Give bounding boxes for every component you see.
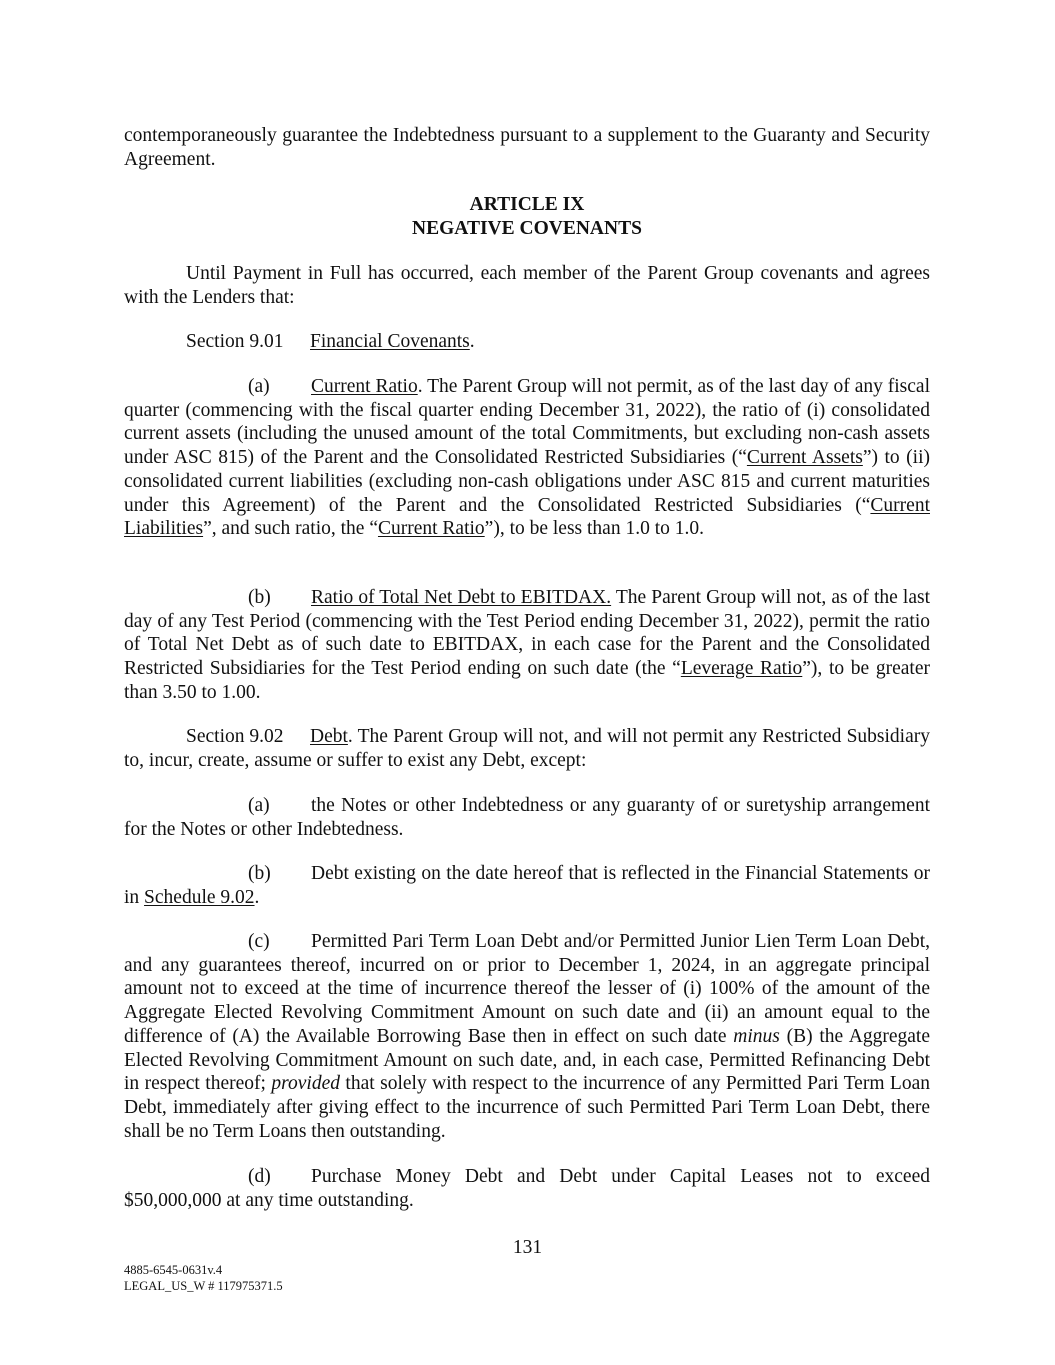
paragraph-label: (a) bbox=[248, 376, 270, 397]
defined-term: Current Liabilities bbox=[124, 494, 930, 540]
continuation-paragraph bbox=[124, 124, 930, 171]
paragraph-label: (a) bbox=[248, 795, 270, 816]
paragraph-label: (c) bbox=[248, 931, 270, 952]
paragraph-9-01-a: (a) Current Ratio. The Parent Group will not permit, as of the last day of any fiscal quarter (commencing with the fiscal quarter ending December 31, 2022), the ratio of (i) consolidated current assets (including the unused amount of the total Commitments, but excluding non-cash assets under ASC 815) of the Parent and the Consolidated Restricted Subsidiaries (“Current Assets”) to (ii) consolidated current liabilities (excluding non-cash obligations under ASC 815 and current maturities under this Agreement) of the Parent and the Consolidated Restricted Subsidiaries (“Current Liabilities”, and such ratio, the “Current Ratio”), to be less than 1.0 to 1.0. bbox=[124, 376, 930, 540]
footer-doc-id: 4885-6545-0631v.4 bbox=[124, 1263, 223, 1277]
italic-term: minus bbox=[733, 1025, 780, 1047]
article-heading bbox=[124, 193, 930, 240]
section-number: Section 9.01 bbox=[186, 331, 284, 352]
page-number: 131 bbox=[512, 1237, 543, 1258]
section-9-02-paragraph: Section 9.02 Debt. The Parent Group will not, and will not permit any Restricted Subsidiary to, incur, create, assume or suffer to exist any Debt, except: bbox=[124, 726, 930, 771]
paragraph-9-01-b: (b) Ratio of Total Net Debt to EBITDAX. The Parent Group will not, as of the last day of any Test Period (commencing with the Test Period ending December 31, 2022), permit the ratio of Total Net Debt as of such date to EBITDAX, in each case for the Parent and the Consolidated Restricted Subsidiaries for the Test Period ending on such date (the “Leverage Ratio”), to be greater than 3.50 to 1.00. bbox=[124, 587, 931, 703]
paragraph-9-02-c: (c) Permitted Pari Term Loan Debt and/or Permitted Junior Lien Term Loan Debt, and any guarantees thereof, incurred on or prior to December 1, 2024, in an aggregate principal amount not to exceed at the time of incurrence thereof the lesser of (i) 100% of the amount of the Aggregate Elected Revolving Commitment Amount on such date and (ii) an amount equal to the difference of (A) the Available Borrowing Base then in effect on such date minus (B) the Aggregate Elected Revolving Commitment Amount on such date, and, in each case, Permitted Refinancing Debt in respect thereof; provided that solely with respect to the incurrence of any Permitted Pari Term Loan Debt, immediately after giving effect to the incurrence of such Permitted Pari Term Loan Debt, there shall be no Term Loans then outstanding. bbox=[124, 931, 930, 1142]
document-footer bbox=[124, 1262, 283, 1294]
paragraph-label: (d) bbox=[248, 1166, 271, 1187]
paragraph-heading: Current Ratio bbox=[311, 376, 418, 397]
defined-term: Leverage Ratio bbox=[680, 658, 803, 680]
article-number: ARTICLE IX bbox=[469, 194, 585, 215]
lead-in-text: Until Payment in Full has occurred, each member of the Parent Group covenants and agrees with the Lenders that: bbox=[124, 263, 930, 308]
schedule-reference: Schedule 9.02 bbox=[144, 886, 255, 908]
lead-in-paragraph bbox=[124, 262, 930, 309]
defined-term: Current Ratio bbox=[377, 518, 485, 540]
paragraph-9-02-d: (d) Purchase Money Debt and Debt under Capital Leases not to exceed $50,000,000 at any time outstanding. bbox=[124, 1166, 930, 1211]
defined-term: Current Assets bbox=[746, 447, 863, 469]
italic-term: provided bbox=[271, 1073, 340, 1095]
section-title: Debt bbox=[310, 726, 348, 747]
section-9-01-heading: Section 9.01 Financial Covenants. bbox=[186, 331, 475, 352]
continuation-text: contemporaneously guarantee the Indebtedness pursuant to a supplement to the Guaranty and Security Agreement. bbox=[124, 125, 930, 170]
paragraph-label: (b) bbox=[248, 587, 271, 608]
paragraph-label: (b) bbox=[248, 863, 271, 884]
footer-legal-id: LEGAL_US_W # 117975371.5 bbox=[124, 1279, 283, 1293]
article-title: NEGATIVE COVENANTS bbox=[412, 217, 642, 239]
paragraph-heading: Ratio of Total Net Debt to EBITDAX. bbox=[311, 587, 612, 608]
paragraph-9-02-b: (b) Debt existing on the date hereof that is reflected in the Financial Statements or in Schedule 9.02. bbox=[124, 863, 930, 908]
section-number: Section 9.02 bbox=[186, 726, 284, 747]
section-title: Financial Covenants bbox=[310, 331, 470, 352]
paragraph-9-02-a: (a) the Notes or other Indebtedness or any guaranty of or suretyship arrangement for the Notes or other Indebtedness. bbox=[124, 795, 930, 840]
